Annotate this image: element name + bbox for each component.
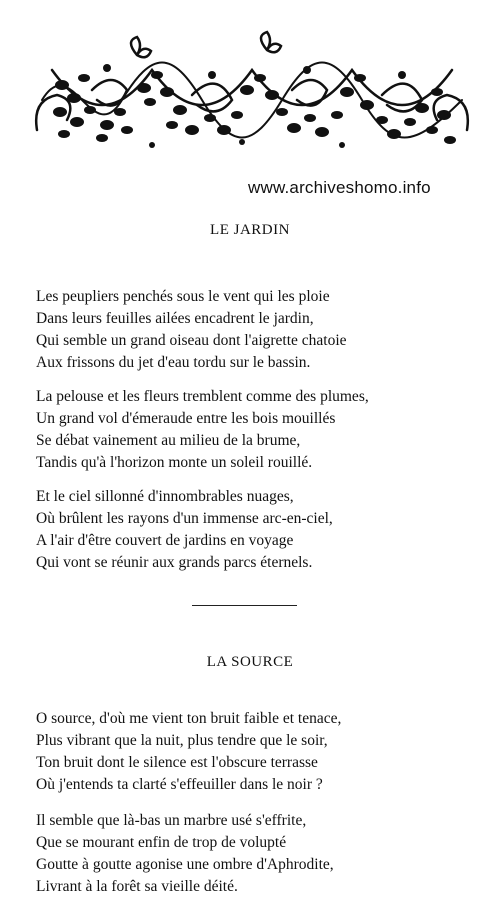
poem-title-la-source: LA SOURCE — [206, 654, 294, 670]
poem-line: Livrant à la forêt sa vieille déité. — [36, 878, 238, 895]
poem-line: Et le ciel sillonné d'innombrables nuages, — [36, 488, 294, 505]
poem-stanza — [36, 810, 476, 898]
poem-line: Où j'entends ta clarté s'effeuiller dans le noir ? — [36, 776, 323, 793]
poem-line: Où brûlent les rayons d'un immense arc-en-ciel, — [36, 510, 333, 527]
poem-line: Tandis qu'à l'horizon monte un soleil rouillé. — [36, 454, 313, 471]
poem-line: Goutte à goutte agonise une ombre d'Aphrodite, — [36, 856, 334, 873]
floral-header-ornament — [32, 30, 472, 162]
poem-line: O source, d'où me vient ton bruit faible et tenace, — [36, 710, 342, 727]
poem-line: Les peupliers penchés sous le vent qui les ploie — [36, 288, 330, 305]
poem-line: Qui semble un grand oiseau dont l'aigrette chatoie — [36, 332, 347, 349]
poem-line: A l'air d'être couvert de jardins en voyage — [36, 532, 294, 549]
poem-line: Se débat vainement au milieu de la brume, — [36, 432, 301, 449]
poem-line: Dans leurs feuilles ailées encadrent le jardin, — [36, 310, 314, 327]
poem-line: Il semble que là-bas un marbre usé s'effrite, — [36, 812, 307, 829]
poem-line: Un grand vol d'émeraude entre les bois mouillés — [36, 410, 336, 427]
section-divider — [192, 605, 297, 606]
poem-line: Qui vont se réunir aux grands parcs éternels. — [36, 554, 313, 571]
poem-stanza — [36, 708, 476, 796]
poem-line: Que se mourant enfin de trop de volupté — [36, 834, 287, 851]
poem-line: Aux frissons du jet d'eau tordu sur le bassin. — [36, 354, 311, 371]
poem-line: Plus vibrant que la nuit, plus tendre que le soir, — [36, 732, 328, 749]
poem-stanza — [36, 486, 476, 574]
watermark-url: www.archiveshomo.info — [248, 178, 431, 197]
poem-stanza — [36, 286, 476, 374]
poem-line: Ton bruit dont le silence est l'obscure terrasse — [36, 754, 318, 771]
poem-stanza — [36, 386, 476, 474]
poem-title-le-jardin: LE JARDIN — [210, 222, 290, 238]
poem-line: La pelouse et les fleurs tremblent comme des plumes, — [36, 388, 369, 405]
